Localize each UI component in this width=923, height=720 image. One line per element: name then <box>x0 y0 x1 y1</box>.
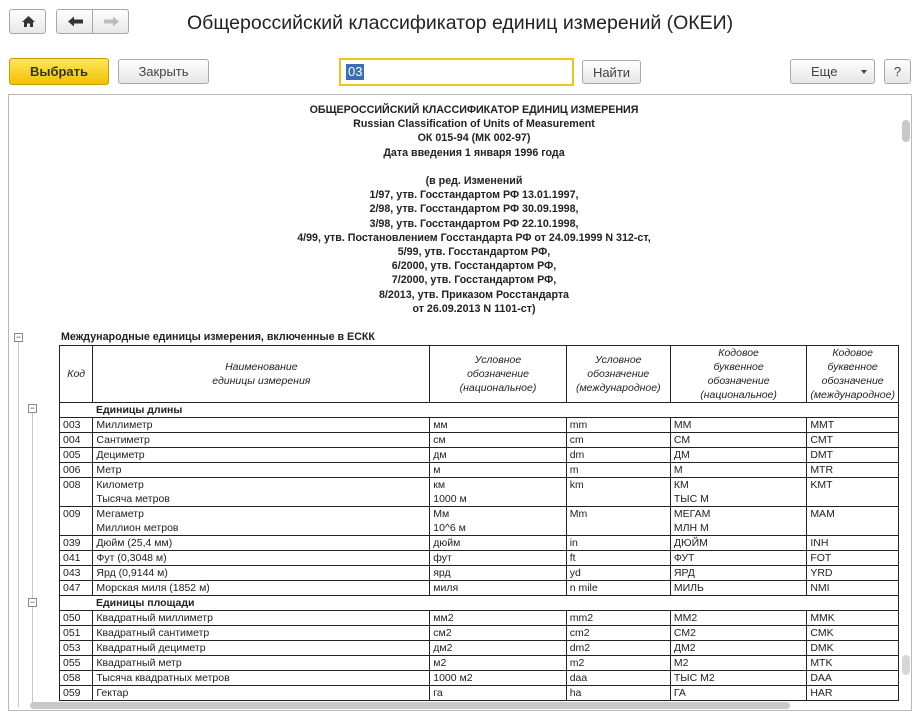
national-symbol-cell: мм2 <box>430 611 566 626</box>
international-code-cell: CMT <box>807 433 899 448</box>
header-line: 6/2000, утв. Госстандартом РФ, <box>391 260 557 273</box>
name-cell: Квадратный сантиметр <box>93 626 430 641</box>
table-row[interactable] <box>60 433 899 448</box>
name-cell: Мегаметр Миллион метров <box>93 507 430 536</box>
international-code-cell: KMT <box>807 478 899 507</box>
national-code-cell: ММ2 <box>670 611 806 626</box>
code-cell: 004 <box>60 433 93 448</box>
code-cell: 059 <box>60 686 93 701</box>
national-code-cell: ЯРД <box>670 566 806 581</box>
collapse-icon[interactable]: − <box>29 597 36 607</box>
international-code-cell: DMK <box>807 641 899 656</box>
national-code-cell: КМ ТЫС М <box>670 478 806 507</box>
column-header: Условное обозначение (национальное) <box>430 346 566 403</box>
window-title: Общероссийский классификатор единиц измерений (ОКЕИ) <box>187 12 734 34</box>
table-row[interactable] <box>60 626 899 641</box>
name-cell: Ярд (0,9144 м) <box>93 566 430 581</box>
international-code-cell: HAR <box>807 686 899 701</box>
chevron-down-icon <box>861 70 867 74</box>
column-header: Условное обозначение (международное) <box>566 346 670 403</box>
vertical-scrollbar[interactable] <box>902 115 910 675</box>
help-button[interactable]: ? <box>884 59 911 84</box>
forward-button[interactable] <box>92 9 129 34</box>
national-symbol-cell: км 1000 м <box>430 478 566 507</box>
national-code-cell: МИЛЬ <box>670 581 806 596</box>
outline-gutter <box>9 95 58 710</box>
national-symbol-cell: миля <box>430 581 566 596</box>
name-cell: Сантиметр <box>93 433 430 448</box>
international-symbol-cell: dm <box>566 448 670 463</box>
code-cell: 006 <box>60 463 93 478</box>
arrow-right-icon <box>93 10 130 33</box>
group-title: Единицы площади <box>60 596 899 611</box>
national-symbol-cell: м2 <box>430 656 566 671</box>
national-code-cell: СМ2 <box>670 626 806 641</box>
header-line: Russian Classification of Units of Measurement <box>353 118 595 131</box>
international-code-cell: MTR <box>807 463 899 478</box>
collapse-icon[interactable]: − <box>29 403 36 413</box>
name-cell: Дециметр <box>93 448 430 463</box>
international-symbol-cell: mm <box>566 418 670 433</box>
code-cell: 053 <box>60 641 93 656</box>
table-row[interactable] <box>60 418 899 433</box>
back-button[interactable] <box>56 9 93 34</box>
name-cell: Тысяча квадратных метров <box>93 671 430 686</box>
international-code-cell: YRD <box>807 566 899 581</box>
international-code-cell: INH <box>807 536 899 551</box>
header-line: ОБЩЕРОССИЙСКИЙ КЛАССИФИКАТОР ЕДИНИЦ ИЗМЕРЕНИЯ <box>309 104 639 116</box>
name-cell: Километр Тысяча метров <box>93 478 430 507</box>
horizontal-scrollbar[interactable] <box>30 702 890 710</box>
national-code-cell: ДЮЙМ <box>670 536 806 551</box>
header-line: 8/2013, утв. Приказом Росстандарта <box>378 288 570 301</box>
national-symbol-cell: дм <box>430 448 566 463</box>
group-row[interactable] <box>60 403 899 418</box>
home-button[interactable] <box>9 9 46 34</box>
international-code-cell: NMI <box>807 581 899 596</box>
national-code-cell: ДМ2 <box>670 641 806 656</box>
international-symbol-cell: km <box>566 478 670 507</box>
international-symbol-cell: in <box>566 536 670 551</box>
name-cell: Квадратный метр <box>93 656 430 671</box>
international-symbol-cell: dm2 <box>566 641 670 656</box>
column-header: Кодовое буквенное обозначение (международное) <box>807 346 899 403</box>
national-symbol-cell: дюйм <box>430 536 566 551</box>
table-row[interactable] <box>60 581 899 596</box>
national-code-cell: ММ <box>670 418 806 433</box>
national-symbol-cell: дм2 <box>430 641 566 656</box>
find-button[interactable]: Найти <box>582 60 641 84</box>
code-cell: 055 <box>60 656 93 671</box>
header-line: 3/98, утв. Госстандартом РФ 22.10.1998, <box>369 217 579 230</box>
international-code-cell: MTK <box>807 656 899 671</box>
international-code-cell: MMT <box>807 418 899 433</box>
national-symbol-cell: га <box>430 686 566 701</box>
group-row[interactable] <box>60 596 899 611</box>
table-row[interactable] <box>60 611 899 626</box>
scroll-thumb[interactable] <box>902 120 910 142</box>
code-cell: 009 <box>60 507 93 536</box>
code-cell: 043 <box>60 566 93 581</box>
international-symbol-cell: m <box>566 463 670 478</box>
table-row[interactable] <box>60 686 899 701</box>
national-symbol-cell: ярд <box>430 566 566 581</box>
table-row[interactable] <box>60 536 899 551</box>
national-symbol-cell: м <box>430 463 566 478</box>
name-cell: Гектар <box>93 686 430 701</box>
column-header: Кодовое буквенное обозначение (национальное) <box>670 346 806 403</box>
national-symbol-cell: фут <box>430 551 566 566</box>
table-row[interactable] <box>60 463 899 478</box>
national-code-cell: СМ <box>670 433 806 448</box>
national-code-cell: М2 <box>670 656 806 671</box>
code-cell: 008 <box>60 478 93 507</box>
header-line: 2/98, утв. Госстандартом РФ 30.09.1998, <box>369 203 579 216</box>
international-symbol-cell: ha <box>566 686 670 701</box>
collapse-icon[interactable]: − <box>15 332 22 342</box>
header-line: 4/99, утв. Постановлением Госстандарта РФ от 24.09.1999 N 312-ст, <box>297 231 651 244</box>
national-code-cell: ДМ <box>670 448 806 463</box>
code-cell: 047 <box>60 581 93 596</box>
search-input[interactable] <box>339 58 574 86</box>
header-line: 7/2000, утв. Госстандартом РФ, <box>391 274 557 287</box>
national-symbol-cell: мм <box>430 418 566 433</box>
select-button[interactable]: Выбрать <box>9 58 109 85</box>
header-line: ОК 015-94 (МК 002-97) <box>417 132 531 145</box>
name-cell: Дюйм (25,4 мм) <box>93 536 430 551</box>
table-row[interactable] <box>60 566 899 581</box>
name-cell: Миллиметр <box>93 418 430 433</box>
column-header: Наименование единицы измерения <box>93 346 430 403</box>
national-symbol-cell: см <box>430 433 566 448</box>
table-row[interactable] <box>60 671 899 686</box>
code-cell: 058 <box>60 671 93 686</box>
code-cell: 003 <box>60 418 93 433</box>
international-symbol-cell: n mile <box>566 581 670 596</box>
international-code-cell: FOT <box>807 551 899 566</box>
international-symbol-cell: ft <box>566 551 670 566</box>
table-row[interactable] <box>60 448 899 463</box>
national-code-cell: МЕГАМ МЛН М <box>670 507 806 536</box>
scroll-thumb[interactable] <box>30 702 790 709</box>
national-symbol-cell: 1000 м2 <box>430 671 566 686</box>
national-symbol-cell: см2 <box>430 626 566 641</box>
code-cell: 039 <box>60 536 93 551</box>
national-code-cell: ФУТ <box>670 551 806 566</box>
national-code-cell: ГА <box>670 686 806 701</box>
header-line: Дата введения 1 января 1996 года <box>383 146 565 159</box>
international-symbol-cell: daa <box>566 671 670 686</box>
arrow-left-icon <box>57 10 94 33</box>
international-code-cell: DMT <box>807 448 899 463</box>
table-row[interactable] <box>60 551 899 566</box>
international-symbol-cell: yd <box>566 566 670 581</box>
name-cell: Морская миля (1852 м) <box>93 581 430 596</box>
table-row[interactable] <box>60 641 899 656</box>
national-code-cell: М <box>670 463 806 478</box>
international-code-cell: DAA <box>807 671 899 686</box>
international-symbol-cell: m2 <box>566 656 670 671</box>
international-code-cell: MAM <box>807 507 899 536</box>
international-symbol-cell: cm <box>566 433 670 448</box>
units-table <box>59 345 899 701</box>
international-symbol-cell: mm2 <box>566 611 670 626</box>
code-cell: 051 <box>60 626 93 641</box>
header-line: 1/97, утв. Госстандартом РФ 13.01.1997, <box>369 189 579 202</box>
document-view[interactable] <box>8 94 912 711</box>
international-symbol-cell: cm2 <box>566 626 670 641</box>
name-cell: Фут (0,3048 м) <box>93 551 430 566</box>
column-header: Код <box>60 346 93 403</box>
name-cell: Квадратный дециметр <box>93 641 430 656</box>
section-title: Международные единицы измерения, включенные в ЕСКК <box>61 331 375 343</box>
name-cell: Квадратный миллиметр <box>93 611 430 626</box>
international-symbol-cell: Mm <box>566 507 670 536</box>
home-icon <box>10 10 47 33</box>
code-cell: 041 <box>60 551 93 566</box>
search-input-value: 03 <box>348 64 363 79</box>
table-row[interactable] <box>60 507 899 536</box>
header-line: (в ред. Изменений <box>425 175 523 187</box>
units-table-container <box>59 345 899 711</box>
group-title: Единицы длины <box>60 403 899 418</box>
header-line: от 26.09.2013 N 1101-ст) <box>412 302 536 315</box>
close-button[interactable]: Закрыть <box>118 59 209 84</box>
header-line: 5/99, утв. Госстандартом РФ, <box>397 246 551 258</box>
more-button-label: Еще <box>811 64 838 79</box>
national-symbol-cell: Мм 10^6 м <box>430 507 566 536</box>
more-button[interactable] <box>790 59 875 84</box>
name-cell: Метр <box>93 463 430 478</box>
code-cell: 005 <box>60 448 93 463</box>
code-cell: 050 <box>60 611 93 626</box>
international-code-cell: CMK <box>807 626 899 641</box>
table-row[interactable] <box>60 478 899 507</box>
international-code-cell: MMK <box>807 611 899 626</box>
national-code-cell: ТЫС М2 <box>670 671 806 686</box>
table-row[interactable] <box>60 656 899 671</box>
